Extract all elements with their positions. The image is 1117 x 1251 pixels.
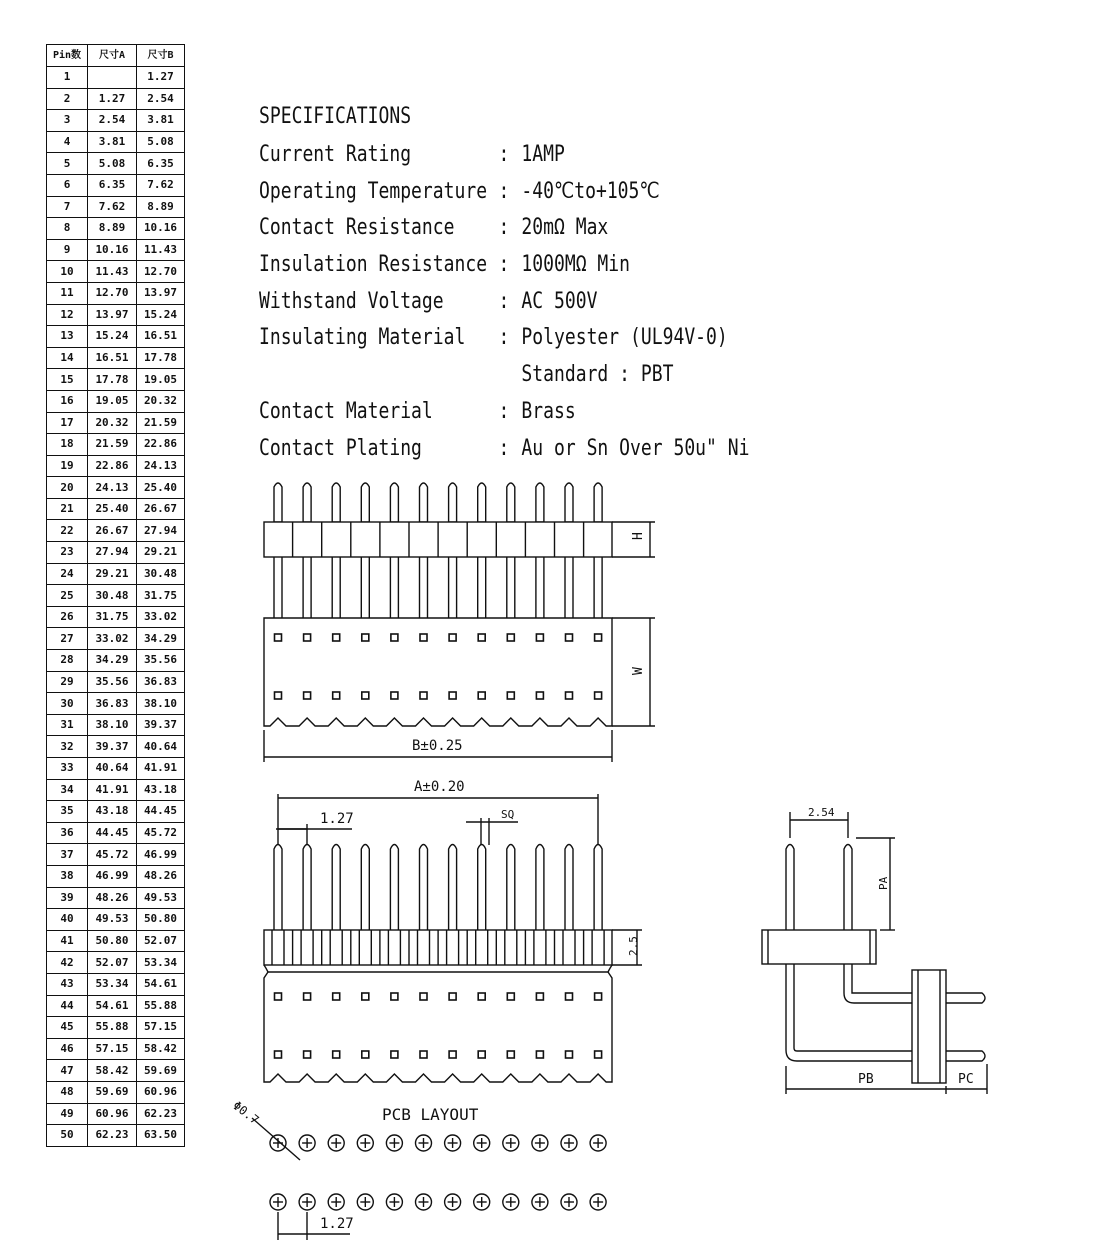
cell-dim-b: 52.07 <box>137 930 185 952</box>
pin-shoulder <box>272 930 284 965</box>
cell-pin-count: 26 <box>47 606 88 628</box>
contact-square <box>275 993 282 1000</box>
cell-dim-a: 35.56 <box>88 671 137 693</box>
contact-square <box>275 634 282 641</box>
cell-dim-b: 7.62 <box>137 174 185 196</box>
cell-dim-b: 36.83 <box>137 671 185 693</box>
cell-dim-a: 22.86 <box>88 455 137 477</box>
cell-dim-b: 15.24 <box>137 304 185 326</box>
cell-pin-count: 3 <box>47 110 88 132</box>
cell-dim-a: 31.75 <box>88 606 137 628</box>
cell-dim-b: 45.72 <box>137 822 185 844</box>
pin-shoulder <box>418 930 430 965</box>
cell-dim-b: 35.56 <box>137 650 185 672</box>
cell-dim-b: 26.67 <box>137 498 185 520</box>
contact-square <box>536 1051 543 1058</box>
cell-pin-count: 42 <box>47 952 88 974</box>
contact-square <box>420 1051 427 1058</box>
cell-dim-a: 3.81 <box>88 131 137 153</box>
cell-pin-count: 21 <box>47 498 88 520</box>
cell-dim-b: 6.35 <box>137 153 185 175</box>
cell-pin-count: 13 <box>47 326 88 348</box>
cell-dim-a: 52.07 <box>88 952 137 974</box>
cell-dim-b: 8.89 <box>137 196 185 218</box>
spec-label: Insulating Material <box>259 325 466 351</box>
cell-pin-count: 6 <box>47 174 88 196</box>
contact-square <box>595 1051 602 1058</box>
pin-shoulder <box>592 930 604 965</box>
cell-pin-count: 36 <box>47 822 88 844</box>
cell-pin-count: 44 <box>47 995 88 1017</box>
pin-shoulder <box>301 930 313 965</box>
pin-shoulder <box>505 930 517 965</box>
spec-value: Standard : PBT <box>521 362 674 388</box>
cell-pin-count: 47 <box>47 1060 88 1082</box>
cell-dim-b: 58.42 <box>137 1038 185 1060</box>
contact-square <box>362 993 369 1000</box>
cell-dim-a: 44.45 <box>88 822 137 844</box>
cell-pin-count: 25 <box>47 585 88 607</box>
cell-dim-b: 3.81 <box>137 110 185 132</box>
pin-shoulder <box>476 930 488 965</box>
pin <box>449 845 457 931</box>
cell-dim-a: 7.62 <box>88 196 137 218</box>
housing-top <box>264 965 612 972</box>
spec-colon: : <box>498 215 510 241</box>
cell-dim-b: 38.10 <box>137 693 185 715</box>
contact-square <box>478 634 485 641</box>
housing <box>264 972 612 1082</box>
cell-dim-b: 22.86 <box>137 434 185 456</box>
cell-dim-b: 55.88 <box>137 995 185 1017</box>
cell-dim-a: 21.59 <box>88 434 137 456</box>
dim-pa-label: PA <box>877 876 890 890</box>
contact-square <box>566 634 573 641</box>
contact-square <box>536 993 543 1000</box>
cell-dim-b: 41.91 <box>137 758 185 780</box>
pin <box>594 845 602 931</box>
cell-dim-b: 30.48 <box>137 563 185 585</box>
spec-value: -40℃to+105℃ <box>521 178 660 204</box>
cell-pin-count: 16 <box>47 390 88 412</box>
cell-pin-count: 20 <box>47 477 88 499</box>
contact-square <box>595 634 602 641</box>
dim-pb-label: PB <box>858 1072 874 1087</box>
pcb-layout-view <box>252 1118 606 1240</box>
header-dim-a: 尺寸A <box>88 45 137 67</box>
cell-pin-count: 14 <box>47 347 88 369</box>
cell-dim-a: 12.70 <box>88 282 137 304</box>
spec-value: 20mΩ Max <box>521 215 609 241</box>
cell-dim-a: 10.16 <box>88 239 137 261</box>
dim-pitch-bottom-label: 1.27 <box>320 1216 354 1232</box>
cell-dim-a: 58.42 <box>88 1060 137 1082</box>
cell-pin-count: 9 <box>47 239 88 261</box>
cell-pin-count: 28 <box>47 650 88 672</box>
cell-dim-a: 54.61 <box>88 995 137 1017</box>
contact-square <box>566 692 573 699</box>
cell-dim-a: 13.97 <box>88 304 137 326</box>
cell-dim-b: 19.05 <box>137 369 185 391</box>
cell-pin-count: 1 <box>47 67 88 89</box>
cell-pin-count: 29 <box>47 671 88 693</box>
pin <box>390 845 398 931</box>
pin-shoulder <box>388 930 400 965</box>
spec-label: Operating Temperature <box>259 178 488 204</box>
cell-pin-count: 30 <box>47 693 88 715</box>
cell-dim-a: 27.94 <box>88 542 137 564</box>
dim-h-label: H <box>631 532 646 540</box>
contact-square <box>275 1051 282 1058</box>
cell-dim-a: 29.21 <box>88 563 137 585</box>
contact-square <box>304 634 311 641</box>
cell-dim-a: 1.27 <box>88 88 137 110</box>
cell-pin-count: 4 <box>47 131 88 153</box>
spec-value: 1AMP <box>521 142 565 167</box>
cell-dim-a: 41.91 <box>88 779 137 801</box>
pin-shoulder <box>563 930 575 965</box>
dim-a-label: A±0.20 <box>414 779 465 795</box>
cell-dim-a: 2.54 <box>88 110 137 132</box>
cell-dim-b: 25.40 <box>137 477 185 499</box>
cell-dim-b: 33.02 <box>137 606 185 628</box>
cell-pin-count: 39 <box>47 887 88 909</box>
cell-dim-b: 17.78 <box>137 347 185 369</box>
top-header-view <box>264 483 655 762</box>
side-body <box>762 930 876 964</box>
dim-pitch-top-label: 1.27 <box>320 811 354 827</box>
dim-w-label: W <box>631 667 646 675</box>
cell-dim-b: 57.15 <box>137 1017 185 1039</box>
cell-dim-a: 62.23 <box>88 1125 137 1147</box>
pin <box>536 845 544 931</box>
contact-square <box>304 993 311 1000</box>
contact-square <box>566 993 573 1000</box>
contact-square <box>449 634 456 641</box>
dim-sq-label: SQ <box>501 808 515 821</box>
spec-colon: : <box>498 288 510 314</box>
header-pin-count: Pin数 <box>47 45 88 67</box>
cell-dim-a: 26.67 <box>88 520 137 542</box>
cell-pin-count: 45 <box>47 1017 88 1039</box>
cell-pin-count: 40 <box>47 909 88 931</box>
cell-dim-b: 59.69 <box>137 1060 185 1082</box>
spec-colon: : <box>498 178 510 204</box>
cell-dim-b: 27.94 <box>137 520 185 542</box>
contact-square <box>362 1051 369 1058</box>
cell-pin-count: 15 <box>47 369 88 391</box>
cell-dim-b: 5.08 <box>137 131 185 153</box>
cell-dim-a: 43.18 <box>88 801 137 823</box>
pin <box>507 845 515 931</box>
cell-pin-count: 18 <box>47 434 88 456</box>
contact-square <box>362 692 369 699</box>
spec-colon: : <box>498 398 510 424</box>
contact-square <box>595 692 602 699</box>
contact-square <box>536 692 543 699</box>
spec-label: Withstand Voltage <box>259 288 444 314</box>
cell-dim-a: 8.89 <box>88 218 137 240</box>
cell-dim-a: 50.80 <box>88 930 137 952</box>
cell-pin-count: 32 <box>47 736 88 758</box>
cell-dim-b: 10.16 <box>137 218 185 240</box>
cell-dim-b: 62.23 <box>137 1103 185 1125</box>
pin <box>420 845 428 931</box>
cell-pin-count: 8 <box>47 218 88 240</box>
contact-square <box>420 993 427 1000</box>
cell-dim-b: 21.59 <box>137 412 185 434</box>
spec-colon: : <box>498 252 510 278</box>
cell-dim-a: 6.35 <box>88 174 137 196</box>
contact-square <box>449 1051 456 1058</box>
cell-dim-b: 49.53 <box>137 887 185 909</box>
spec-colon: : <box>498 325 510 351</box>
cell-pin-count: 38 <box>47 865 88 887</box>
contact-square <box>595 993 602 1000</box>
dim-side-pitch-label: 2.54 <box>808 806 835 819</box>
cell-dim-b: 54.61 <box>137 973 185 995</box>
cell-dim-a: 33.02 <box>88 628 137 650</box>
cell-pin-count: 11 <box>47 282 88 304</box>
cell-dim-b: 2.54 <box>137 88 185 110</box>
cell-dim-a: 55.88 <box>88 1017 137 1039</box>
cell-dim-a: 24.13 <box>88 477 137 499</box>
contact-square <box>333 634 340 641</box>
contact-square <box>507 692 514 699</box>
contact-square <box>507 1051 514 1058</box>
cell-pin-count: 46 <box>47 1038 88 1060</box>
cell-dim-a: 15.24 <box>88 326 137 348</box>
cell-pin-count: 43 <box>47 973 88 995</box>
contact-square <box>478 993 485 1000</box>
spec-colon: : <box>498 435 510 461</box>
hole-leader <box>252 1118 300 1160</box>
pin-shoulder <box>534 930 546 965</box>
cell-dim-a: 34.29 <box>88 650 137 672</box>
cell-dim-a: 17.78 <box>88 369 137 391</box>
contact-square <box>478 692 485 699</box>
cell-dim-a: 46.99 <box>88 865 137 887</box>
cell-dim-b: 44.45 <box>137 801 185 823</box>
contact-square <box>391 1051 398 1058</box>
contact-square <box>478 1051 485 1058</box>
cell-dim-a: 45.72 <box>88 844 137 866</box>
side-pin <box>844 845 852 931</box>
cell-pin-count: 35 <box>47 801 88 823</box>
cell-dim-b: 24.13 <box>137 455 185 477</box>
spec-label: Contact Material <box>259 398 433 424</box>
spec-value: AC 500V <box>521 288 598 314</box>
cell-dim-a: 25.40 <box>88 498 137 520</box>
cell-dim-b: 29.21 <box>137 542 185 564</box>
cell-dim-a: 39.37 <box>88 736 137 758</box>
dim-hole-label: Φ0.7 <box>230 1098 262 1128</box>
pcb-layout-title: PCB LAYOUT <box>382 1105 479 1124</box>
cell-pin-count: 5 <box>47 153 88 175</box>
side-right-angle-view <box>762 812 987 1094</box>
cell-pin-count: 17 <box>47 412 88 434</box>
cell-dim-b: 43.18 <box>137 779 185 801</box>
side-spacer <box>912 970 946 1083</box>
cell-pin-count: 27 <box>47 628 88 650</box>
pin <box>332 845 340 931</box>
cell-dim-a: 60.96 <box>88 1103 137 1125</box>
cell-pin-count: 37 <box>47 844 88 866</box>
cell-pin-count: 49 <box>47 1103 88 1125</box>
pin <box>274 845 282 931</box>
cell-dim-b: 48.26 <box>137 865 185 887</box>
pin <box>478 845 486 931</box>
cell-dim-b: 13.97 <box>137 282 185 304</box>
contact-square <box>420 692 427 699</box>
contact-square <box>536 634 543 641</box>
cell-dim-a: 11.43 <box>88 261 137 283</box>
housing <box>264 618 612 726</box>
cell-dim-a: 20.32 <box>88 412 137 434</box>
cell-pin-count: 2 <box>47 88 88 110</box>
cell-dim-a: 59.69 <box>88 1081 137 1103</box>
contact-square <box>449 993 456 1000</box>
cell-pin-count: 7 <box>47 196 88 218</box>
cell-dim-b: 11.43 <box>137 239 185 261</box>
cell-dim-b: 1.27 <box>137 67 185 89</box>
cell-pin-count: 22 <box>47 520 88 542</box>
cell-dim-a: 53.34 <box>88 973 137 995</box>
cell-dim-b: 20.32 <box>137 390 185 412</box>
contact-square <box>275 692 282 699</box>
pin-shoulder <box>330 930 342 965</box>
cell-dim-a: 30.48 <box>88 585 137 607</box>
specifications-title: SPECIFICATIONS <box>259 104 412 129</box>
cell-pin-count: 34 <box>47 779 88 801</box>
contact-square <box>333 993 340 1000</box>
contact-square <box>333 692 340 699</box>
cell-dim-b: 40.64 <box>137 736 185 758</box>
cell-dim-a: 36.83 <box>88 693 137 715</box>
header-dim-b: 尺寸B <box>137 45 185 67</box>
front-header-view <box>264 794 642 1082</box>
spec-value: Polyester (UL94V-0) <box>521 325 728 351</box>
cell-pin-count: 23 <box>47 542 88 564</box>
spec-label: Insulation Resistance <box>259 252 488 278</box>
cell-dim-a: 57.15 <box>88 1038 137 1060</box>
contact-square <box>391 634 398 641</box>
cell-pin-count: 33 <box>47 758 88 780</box>
cell-dim-a: 5.08 <box>88 153 137 175</box>
pin <box>361 845 369 931</box>
cell-dim-b: 39.37 <box>137 714 185 736</box>
pin-shoulder <box>447 930 459 965</box>
pin <box>565 845 573 931</box>
cell-dim-a: 19.05 <box>88 390 137 412</box>
cell-dim-b: 46.99 <box>137 844 185 866</box>
cell-dim-b: 16.51 <box>137 326 185 348</box>
contact-square <box>333 1051 340 1058</box>
bent-pin-lower <box>786 964 985 1061</box>
cell-pin-count: 24 <box>47 563 88 585</box>
spec-colon: : <box>498 142 510 167</box>
spec-value: Brass <box>521 398 576 424</box>
contact-square <box>566 1051 573 1058</box>
cell-dim-b: 50.80 <box>137 909 185 931</box>
cell-dim-b: 34.29 <box>137 628 185 650</box>
contact-square <box>420 634 427 641</box>
contact-square <box>391 993 398 1000</box>
contact-square <box>362 634 369 641</box>
cell-dim-a: 40.64 <box>88 758 137 780</box>
cell-pin-count: 48 <box>47 1081 88 1103</box>
cell-dim-a: 38.10 <box>88 714 137 736</box>
cell-dim-b: 31.75 <box>137 585 185 607</box>
spec-label: Contact Plating <box>259 435 422 461</box>
dim-height-label: 2.5 <box>627 936 640 956</box>
cell-dim-b: 60.96 <box>137 1081 185 1103</box>
cell-dim-b: 12.70 <box>137 261 185 283</box>
spec-label: Contact Resistance <box>259 215 455 241</box>
cell-pin-count: 50 <box>47 1125 88 1147</box>
cell-pin-count: 19 <box>47 455 88 477</box>
dim-pc-label: PC <box>958 1072 974 1087</box>
contact-square <box>507 993 514 1000</box>
dim-b-label: B±0.25 <box>412 738 463 754</box>
contact-square <box>304 692 311 699</box>
contact-square <box>304 1051 311 1058</box>
contact-square <box>449 692 456 699</box>
cell-pin-count: 41 <box>47 930 88 952</box>
spec-label: Current Rating <box>259 142 412 167</box>
pin-shoulder <box>359 930 371 965</box>
pin <box>303 845 311 931</box>
cell-pin-count: 10 <box>47 261 88 283</box>
cell-dim-a: 16.51 <box>88 347 137 369</box>
cell-dim-b: 53.34 <box>137 952 185 974</box>
cell-dim-a: 48.26 <box>88 887 137 909</box>
cell-pin-count: 31 <box>47 714 88 736</box>
contact-square <box>507 634 514 641</box>
cell-dim-b: 63.50 <box>137 1125 185 1147</box>
cell-pin-count: 12 <box>47 304 88 326</box>
contact-square <box>391 692 398 699</box>
spec-value: 1000MΩ Min <box>521 252 631 278</box>
cell-dim-a: 49.53 <box>88 909 137 931</box>
spec-value: Au or Sn Over 50u" Ni <box>521 435 750 461</box>
side-pin <box>786 845 794 931</box>
